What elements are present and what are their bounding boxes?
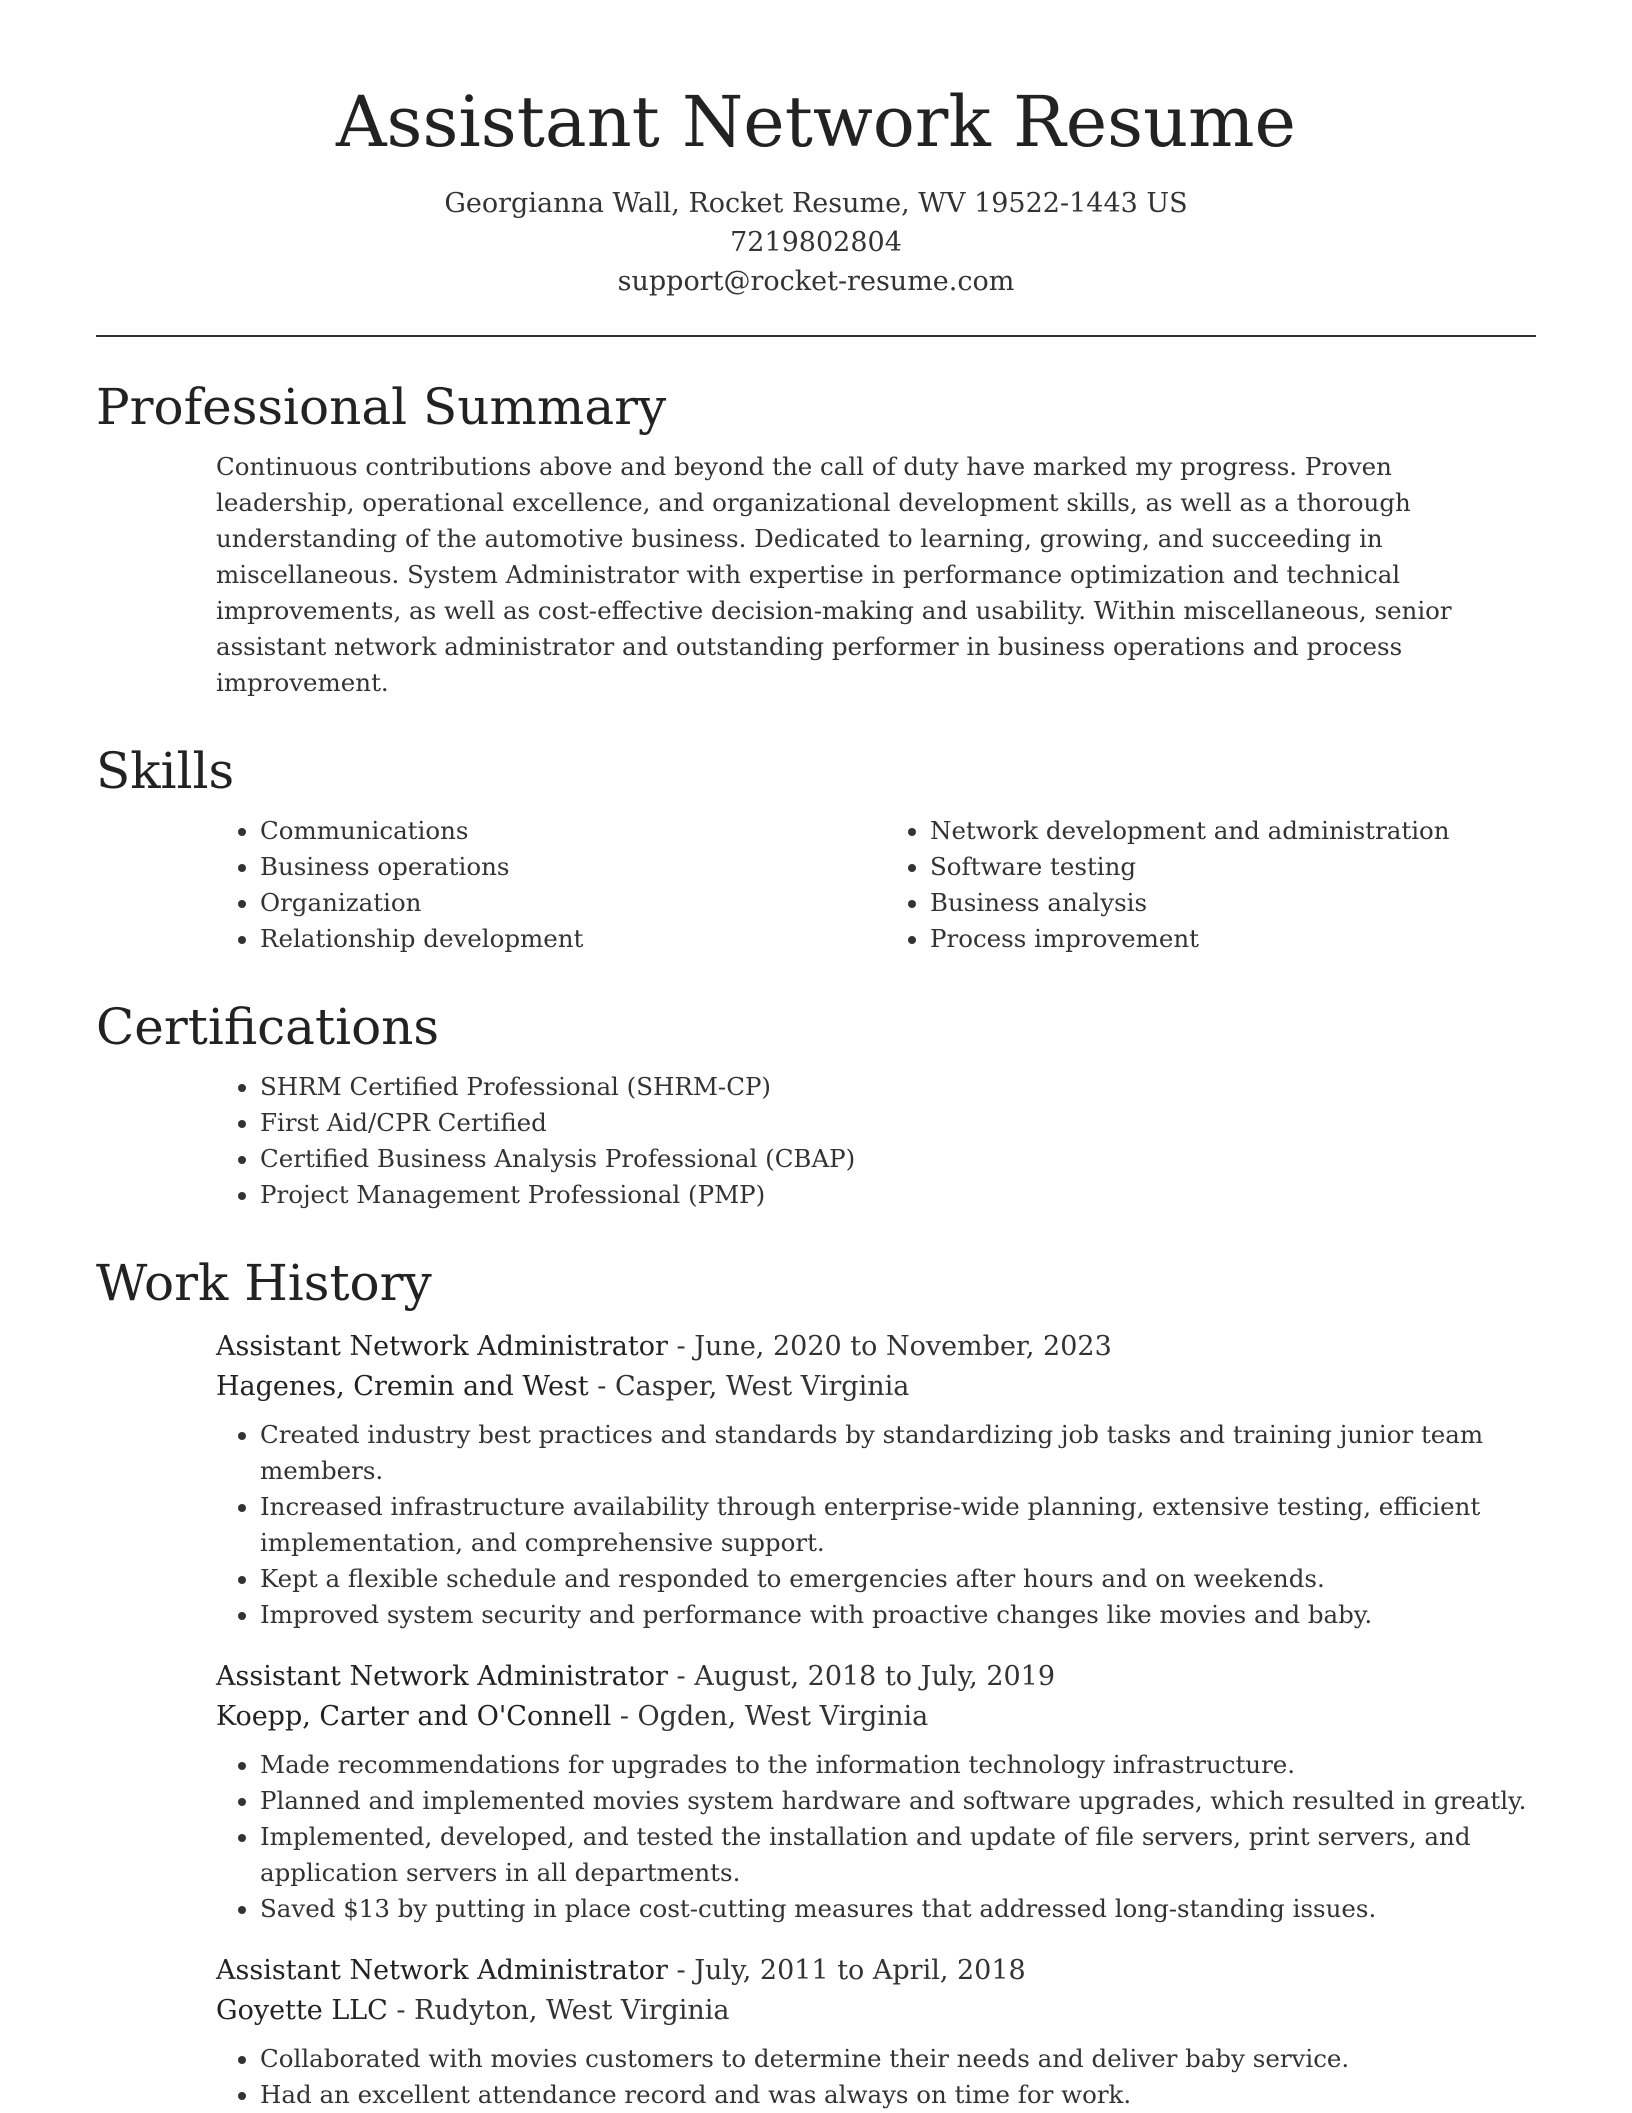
job-entry: [96, 1951, 1536, 2113]
job-bullet: • Collaborated with movies customers to determine their needs and deliver baby service.: [260, 2041, 1536, 2077]
job-bullet: • Kept a flexible schedule and responded to emergencies after hours and on weekends.: [260, 1561, 1536, 1597]
job-bullet: • Improved system security and performance with proactive changes like movies and baby.: [260, 1597, 1536, 1633]
job-title: Assistant Network Administrator: [216, 1331, 668, 1362]
contact-phone: 7219802804: [730, 227, 902, 258]
skill-item: • Network development and administration: [930, 813, 1536, 849]
job-bullets: [96, 2041, 1536, 2113]
skills-heading: Skills: [96, 742, 235, 800]
skills-column-1: [96, 813, 866, 957]
job-dates: June, 2020 to November, 2023: [694, 1331, 1112, 1362]
work-history-section: [96, 1253, 1536, 2113]
job-location: Rudyton, West Virginia: [414, 1995, 730, 2026]
job-entry: [96, 1657, 1536, 1927]
job-bullets: [96, 1747, 1536, 1927]
skills-section: [96, 741, 1536, 957]
resume-header: [0, 0, 1632, 301]
job-bullets: [96, 1417, 1536, 1633]
summary-heading: Professional Summary: [96, 378, 667, 436]
job-company: Goyette LLC: [216, 1995, 388, 2026]
job-title-line: Assistant Network Administrator - July, 2011 to April, 2018: [216, 1955, 1026, 1986]
job-company: Hagenes, Cremin and West: [216, 1371, 589, 1402]
contact-email: support@rocket-resume.com: [617, 266, 1015, 297]
job-company-line: Koepp, Carter and O'Connell - Ogden, West Virginia: [216, 1701, 929, 1732]
job-company: Koepp, Carter and O'Connell: [216, 1701, 612, 1732]
job-entry: [96, 1327, 1536, 1633]
skill-item: • Process improvement: [930, 921, 1536, 957]
job-bullet: • Implemented, developed, and tested the installation and update of file servers, print servers, and application servers in all departments.: [260, 1819, 1536, 1891]
certification-item: • Certified Business Analysis Professional (CBAP): [260, 1141, 1536, 1177]
job-bullet: • Made recommendations for upgrades to the information technology infrastructure.: [260, 1747, 1536, 1783]
job-company-line: Hagenes, Cremin and West - Casper, West Virginia: [216, 1371, 910, 1402]
job-bullet: • Created industry best practices and standards by standardizing job tasks and training junior team members.: [260, 1417, 1536, 1489]
contact-address: Georgianna Wall, Rocket Resume, WV 19522-1443 US: [444, 188, 1188, 219]
summary-text: Continuous contributions above and beyond the call of duty have marked my progress. Proven leadership, operational excellence, and organizational development skills, as well as a thorough understanding of the automotive business. Dedicated to learning, growing, and succeeding in miscellaneous. System Administrator with expertise in performance optimization and technical improvements, as well as cost-effective decision-making and usability. Within miscellaneous, senior assistant network administrator and outstanding performer in business operations and process improvement.: [216, 452, 1452, 697]
skill-item: • Software testing: [930, 849, 1536, 885]
job-bullet: • Saved $13 by putting in place cost-cutting measures that addressed long-standing issues.: [260, 1891, 1536, 1927]
header-divider: [96, 335, 1536, 337]
job-bullet: • Planned and implemented movies system hardware and software upgrades, which resulted in greatly.: [260, 1783, 1536, 1819]
contact-block: [0, 184, 1632, 301]
skill-item: • Communications: [260, 813, 866, 849]
job-title-line: Assistant Network Administrator - August, 2018 to July, 2019: [216, 1661, 1056, 1692]
skill-item: • Business operations: [260, 849, 866, 885]
skills-grid: [96, 813, 1536, 957]
work-history-heading: Work History: [96, 1254, 432, 1312]
certifications-section: [96, 997, 1536, 1213]
certifications-heading: Certifications: [96, 998, 440, 1056]
job-location: Casper, West Virginia: [614, 1371, 910, 1402]
job-title-line: Assistant Network Administrator - June, 2020 to November, 2023: [216, 1331, 1112, 1362]
job-title: Assistant Network Administrator: [216, 1955, 668, 1986]
skill-item: • Business analysis: [930, 885, 1536, 921]
job-dates: July, 2011 to April, 2018: [694, 1955, 1026, 1986]
certification-item: • SHRM Certified Professional (SHRM-CP): [260, 1069, 1536, 1105]
job-bullet: • Increased infrastructure availability through enterprise-wide planning, extensive testing, efficient implementation, and comprehensive support.: [260, 1489, 1536, 1561]
skills-column-2: [866, 813, 1536, 957]
resume-title: Assistant Network Resume: [336, 81, 1296, 163]
summary-section: [96, 377, 1536, 701]
job-bullet: • Had an excellent attendance record and was always on time for work.: [260, 2077, 1536, 2113]
certification-item: • First Aid/CPR Certified: [260, 1105, 1536, 1141]
job-dates: August, 2018 to July, 2019: [694, 1661, 1056, 1692]
certifications-list: [96, 1069, 1536, 1213]
job-location: Ogden, West Virginia: [637, 1701, 929, 1732]
skill-item: • Relationship development: [260, 921, 866, 957]
skill-item: • Organization: [260, 885, 866, 921]
certification-item: • Project Management Professional (PMP): [260, 1177, 1536, 1213]
job-company-line: Goyette LLC - Rudyton, West Virginia: [216, 1995, 730, 2026]
job-title: Assistant Network Administrator: [216, 1661, 668, 1692]
